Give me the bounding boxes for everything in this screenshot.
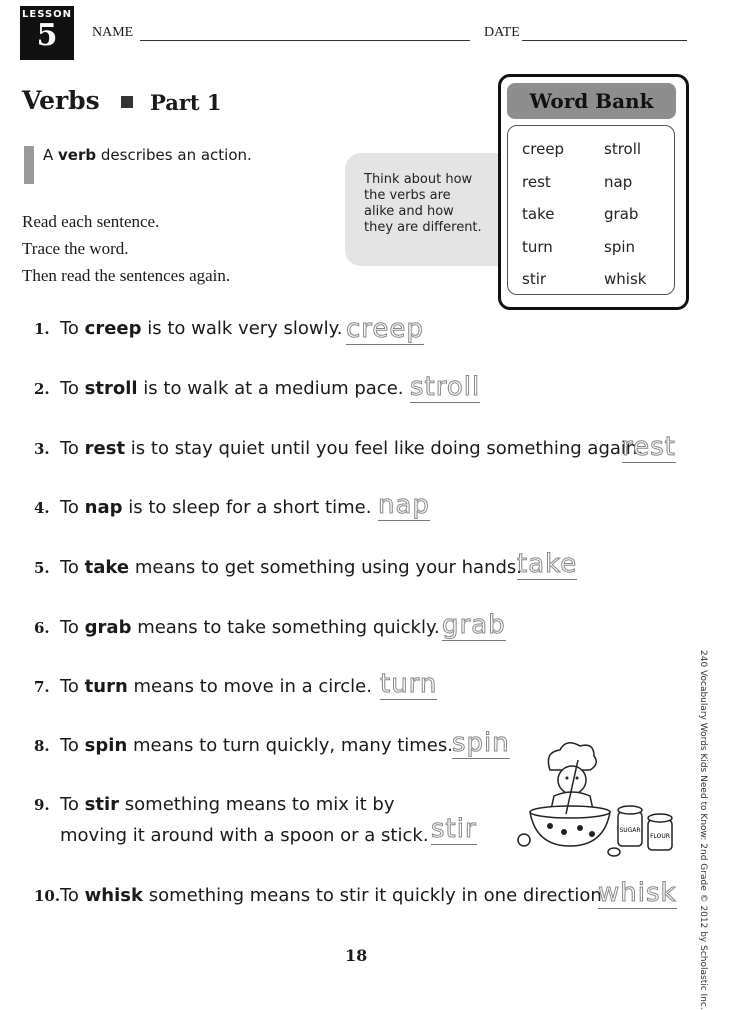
sentence-item: 3. To rest is to stay quiet until you feel like doing something again. (34, 438, 644, 459)
sentence-item: 10.To whisk something means to stir it quickly in one direction. (34, 885, 608, 906)
word-bank-word: stir (522, 270, 547, 288)
word-bank-word: nap (604, 173, 633, 191)
sentence-item-continued: moving it around with a spoon or a stick. (60, 825, 429, 846)
word-bank-word: rest (522, 173, 551, 191)
word-bank-word: turn (522, 238, 553, 256)
name-line[interactable] (140, 40, 470, 41)
page-number: 18 (345, 946, 368, 965)
instruction-line: Trace the word. (22, 239, 129, 258)
word-bank-word: grab (604, 205, 639, 223)
word-bank-word: take (522, 205, 555, 223)
date-label: DATE (484, 25, 520, 40)
trace-word[interactable]: whisk (598, 878, 677, 908)
lesson-badge (20, 6, 74, 60)
word-bank-list (507, 125, 675, 295)
word-bank-word: spin (604, 238, 636, 256)
name-label: NAME (92, 25, 134, 40)
definition-term: verb (58, 146, 97, 164)
sentence-item: 6. To grab means to take something quickly. (34, 617, 440, 638)
lesson-number: 5 (36, 18, 58, 53)
date-line[interactable] (522, 40, 687, 41)
instruction-line: Then read the sentences again. (22, 266, 231, 285)
trace-word[interactable]: rest (622, 432, 676, 462)
sentence-item: 4. To nap is to sleep for a short time. (34, 497, 372, 518)
trace-word[interactable]: nap (378, 490, 430, 520)
lesson-label: LESSON (21, 9, 73, 20)
definition-bar (24, 146, 34, 184)
word-bank-title: Word Bank (507, 83, 676, 119)
tip-bubble (345, 153, 520, 266)
trace-word[interactable]: turn (380, 669, 438, 699)
trace-word[interactable]: stroll (410, 372, 481, 402)
instruction-line: Read each sentence. (22, 212, 160, 231)
sugar-label: SUGAR (619, 827, 641, 834)
sentence-item: 5. To take means to get something using your hands. (34, 557, 522, 578)
page-subtitle: Part 1 (150, 90, 222, 115)
sentence-item: 1. To creep is to walk very slowly. (34, 318, 343, 339)
copyright-credit: 240 Vocabulary Words Kids Need to Know: 2nd Grade © 2012 by Scholastic Inc. (698, 650, 708, 1010)
sentence-item: 7. To turn means to move in a circle. (34, 676, 372, 697)
word-bank (498, 74, 689, 310)
word-bank-word: creep (522, 140, 565, 158)
word-bank-word: whisk (604, 270, 647, 288)
chef-mixing-illustration (510, 740, 680, 860)
sentence-item: 9. To stir something means to mix it by (34, 794, 395, 815)
trace-word[interactable]: grab (442, 610, 506, 640)
trace-word[interactable]: spin (452, 728, 510, 758)
sentence-item: 8. To spin means to turn quickly, many times. (34, 735, 453, 756)
definition-text: A verb describes an action. (43, 146, 252, 164)
sentence-item: 2. To stroll is to walk at a medium pace. (34, 378, 404, 399)
flour-label: FLOUR (650, 833, 670, 840)
trace-word[interactable]: take (517, 549, 578, 579)
page-title: Verbs (22, 86, 100, 115)
tip-text: Think about how the verbs are alike and how they are different. (364, 172, 482, 235)
title-square-icon (121, 96, 133, 108)
word-bank-word: stroll (604, 140, 642, 158)
trace-word[interactable]: stir (431, 814, 477, 844)
trace-word[interactable]: creep (346, 314, 424, 344)
